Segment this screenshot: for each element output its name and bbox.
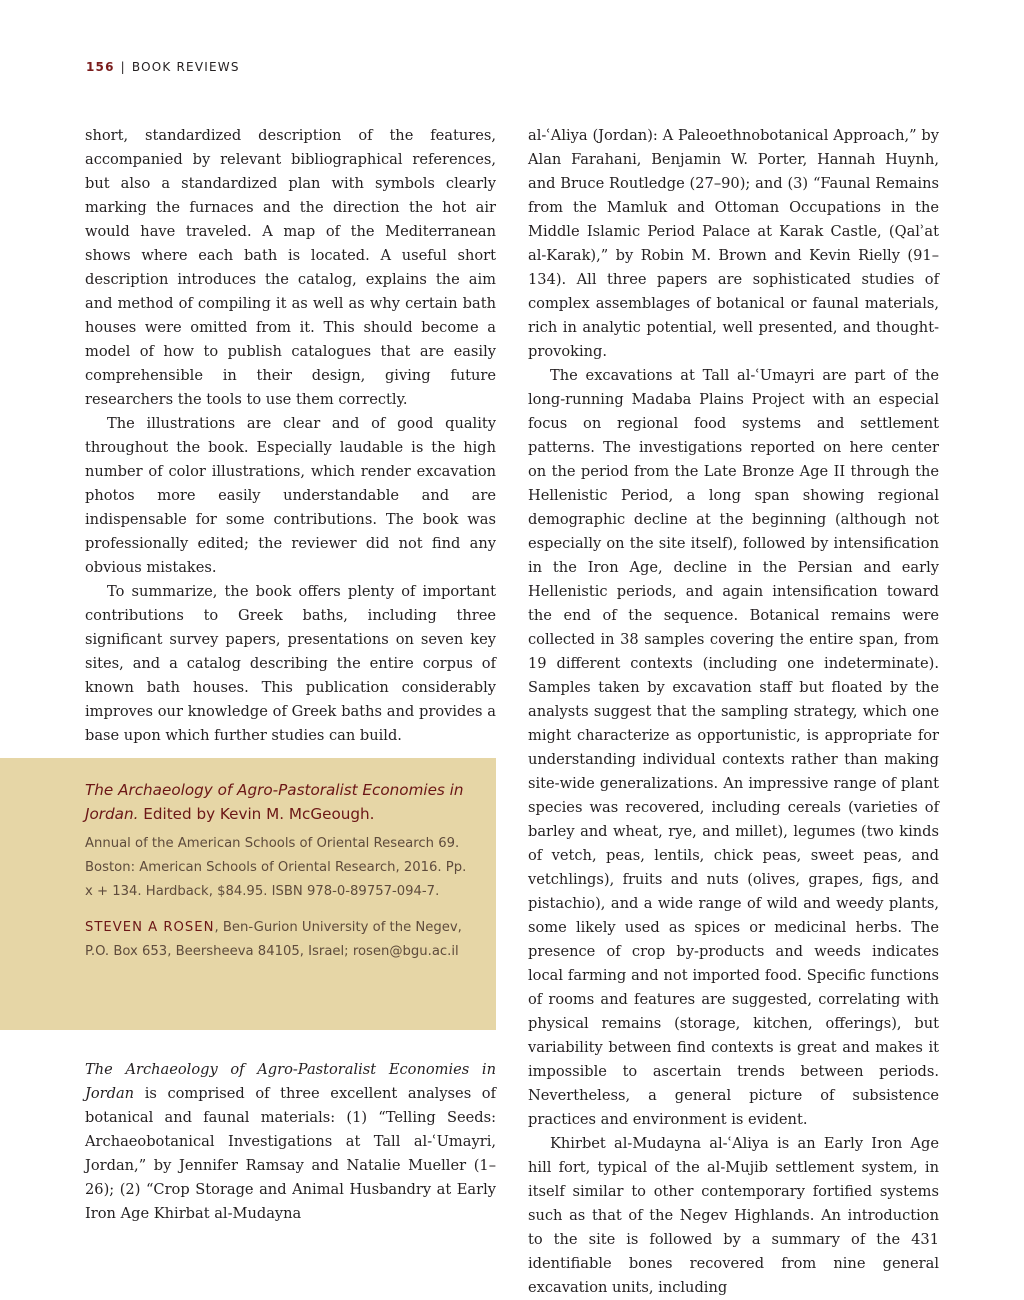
review-opening-text: is comprised of three excellent analyses of botanical and faunal materials: (1) “Telling Seeds: Archaeobotanical Investigations at Tall al-ʿUmayri, Jordan,” by Jennifer Ramsay and Natalie Mueller (1–26); (2) “Crop Storage and Animal Husbandry at Early Iron Age Khirbat al-Mudayna <box>85 1085 496 1222</box>
review-book-title: The Archaeology of Agro-Pastoralist Economies in Jordan <box>85 1061 496 1102</box>
review-opening <box>85 1058 496 1226</box>
body-paragraph <box>85 1058 496 1226</box>
left-column <box>85 124 496 748</box>
body-paragraph: short, standardized description of the features, accompanied by relevant bibliographical references, but also a standardized plan with symbols clearly marking the furnaces and the direction the hot air would have traveled. A map of the Mediterranean shows where each bath is located. A useful short description introduces the catalog, explains the aim and method of compiling it as well as why certain bath houses were omitted from it. This should become a model of how to publish catalogues that are easily comprehensible in their design, giving future researchers the tools to use them correctly. <box>85 127 496 408</box>
body-paragraph: Khirbet al-Mudayna al-ʿAliya is an Early Iron Age hill fort, typical of the al-Mujib settlement system, in itself similar to other contemporary fortified systems such as that of the Negev Highlands. An introduction to the site is followed by a summary of the 431 identifiable bones recovered from nine general excavation units, including <box>528 1135 939 1296</box>
body-paragraph: To summarize, the book offers plenty of important contributions to Greek baths, including three significant survey papers, presentations on seven key sites, and a catalog describing the entire corpus of known bath houses. This publication considerably improves our knowledge of Greek baths and provides a base upon which further studies can build. <box>85 583 496 744</box>
review-header-box <box>0 758 496 1030</box>
book-editor: Edited by Kevin M. McGeough. <box>138 805 375 823</box>
reviewer-affiliation: , Ben-Gurion University of the Negev, P.O. Box 653, Beersheeva 84105, Israel; rosen@bgu.ac.il <box>85 920 462 959</box>
body-paragraph: al-ʿAliya (Jordan): A Paleoethnobotanical Approach,” by Alan Farahani, Benjamin W. Porter, Hannah Huynh, and Bruce Routledge (27–90); and (3) “Faunal Remains from the Mamluk and Ottoman Occupations in the Middle Islamic Period Palace at Karak Castle, (Qalʾat al-Karak),” by Robin M. Brown and Kevin Rielly (91–134). All three papers are sophisticated studies of complex assemblages of botanical or faunal materials, rich in analytic potential, well presented, and thought-provoking. <box>528 127 939 360</box>
right-column <box>528 124 939 1300</box>
header-separator: | <box>120 60 126 74</box>
reviewer-info <box>85 916 472 964</box>
body-paragraph: The illustrations are clear and of good quality throughout the book. Especially laudable is the high number of color illustrations, which render excavation photos more easily understandable and are indispensable for some contributions. The book was professionally edited; the reviewer did not find any obvious mistakes. <box>85 415 496 576</box>
body-paragraph: The excavations at Tall al-ʿUmayri are part of the long-running Madaba Plains Project with an especial focus on regional food systems and settlement patterns. The investigations reported on here center on the period from the Late Bronze Age II through the Hellenistic Period, a long span showing regional demographic decline at the beginning (although not especially on the site itself), followed by intensification in the Iron Age, decline in the Persian and early Hellenistic periods, and again intensification toward the end of the sequence. Botanical remains were collected in 38 samples covering the entire span, from 19 different contexts (including one indeterminate). Samples taken by excavation staff but floated by the analysts suggest that the sampling strategy, which one might characterize as opportunistic, is appropriate for understanding individual contexts rather than making site-wide generalizations. An impressive range of plant species was recovered, including cereals (varieties of barley and wheat, rye, and millet), legumes (two kinds of vetch, peas, lentils, chick peas, sweet peas, and vetchlings), fruits and nuts (olives, grapes, figs, and pistachio), and a wide range of wild and weedy plants, some likely used as spices or medicinal herbs. The presence of crop by-products and weeds indicates local farming and not imported food. Specific functions of rooms and features are suggested, correlating with physical remains (storage, kitchen, offerings), but variability between find contexts is great and makes it impossible to ascertain trends between periods. Nevertheless, a general picture of subsistence practices and environment is evident. <box>528 367 939 1128</box>
book-title-italic: The Archaeology of Agro-Pastoralist Economies in Jordan. <box>85 781 464 823</box>
page-number: 156 <box>86 60 115 74</box>
reviewer-name: STEVEN A ROSEN <box>85 920 215 935</box>
running-head <box>86 60 240 74</box>
section-title: BOOK REVIEWS <box>131 60 240 74</box>
book-title <box>85 778 472 826</box>
publication-info: Annual of the American Schools of Oriental Research 69. Boston: American Schools of Oriental Research, 2016. Pp. x + 134. Hardback, $84.95. ISBN 978-0-89757-094-7. <box>85 836 467 899</box>
